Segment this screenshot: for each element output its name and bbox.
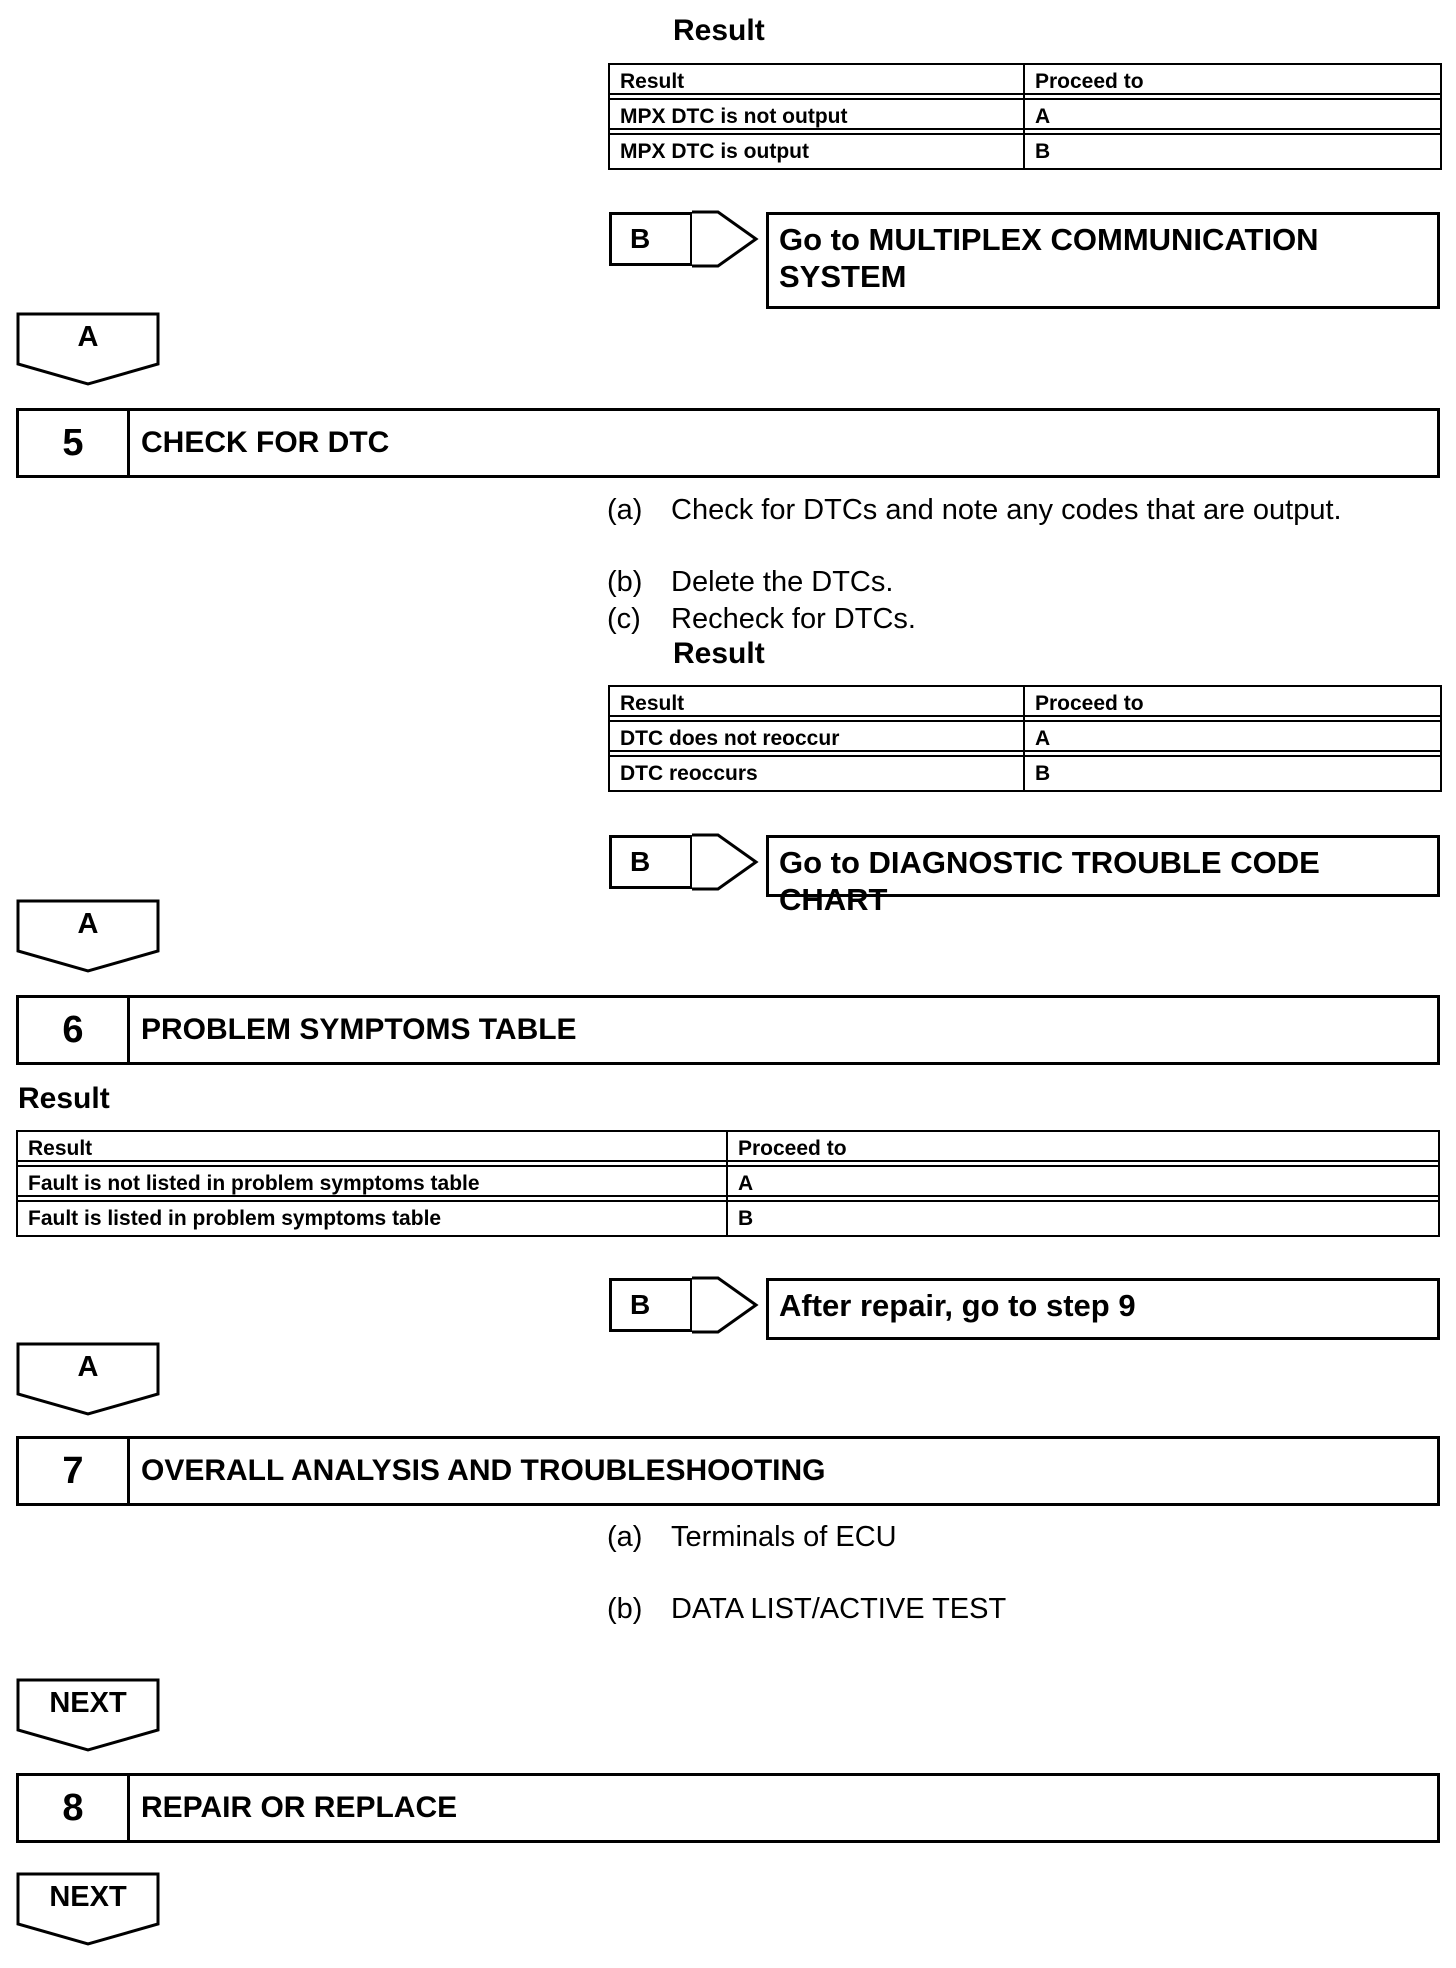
item-text: DATA LIST/ACTIVE TEST [671, 1593, 1007, 1625]
table-header-proceed: Proceed to [1024, 64, 1441, 99]
item-text: Recheck for DTCs. [671, 603, 916, 635]
table-row [609, 721, 1441, 756]
step-title: PROBLEM SYMPTOMS TABLE [141, 1013, 577, 1046]
table-cell: MPX DTC is not output [609, 99, 1024, 134]
item-label: (c) [607, 603, 641, 635]
item-label: (b) [607, 1593, 643, 1625]
item-label: (a) [607, 494, 643, 526]
table-row [609, 99, 1441, 134]
table-cell: A [1024, 99, 1441, 134]
table-header-row [609, 686, 1441, 721]
continue-a-tag[interactable] [16, 312, 160, 386]
procedure-item [607, 1592, 1006, 1626]
item-text: Check for DTCs and note any codes that are output. [671, 494, 1342, 526]
step-title: OVERALL ANALYSIS AND TROUBLESHOOTING [141, 1454, 826, 1487]
branch-label: B [630, 846, 651, 877]
table-row [17, 1166, 1439, 1201]
result-heading: Result [673, 637, 765, 670]
table-cell: A [1024, 721, 1441, 756]
step-6-header [16, 995, 1440, 1065]
continue-a-tag[interactable] [16, 899, 160, 973]
result-heading: Result [18, 1082, 110, 1115]
item-label: (a) [607, 1521, 643, 1553]
item-text: Terminals of ECU [671, 1521, 897, 1553]
goto-step-9-link[interactable]: After repair, go to step 9 [766, 1278, 1440, 1340]
table-header-row [17, 1131, 1439, 1166]
table-row [609, 134, 1441, 169]
table-cell: DTC reoccurs [609, 756, 1024, 791]
step-8-header [16, 1773, 1440, 1843]
step-number: 7 [19, 1439, 130, 1503]
procedure-item [607, 493, 1342, 527]
continue-label: NEXT [49, 1687, 127, 1719]
step-7-header [16, 1436, 1440, 1506]
table-header-proceed: Proceed to [1024, 686, 1441, 721]
branch-arrow-icon [690, 833, 760, 891]
table-cell: B [1024, 134, 1441, 169]
branch-label: B [630, 1289, 651, 1320]
branch-arrow-icon [690, 210, 760, 268]
table-row [17, 1201, 1439, 1236]
continue-label: A [77, 908, 99, 940]
table-cell: Fault is not listed in problem symptoms table [17, 1166, 727, 1201]
continue-label: A [77, 1351, 99, 1383]
procedure-item [607, 565, 893, 599]
table-header-result: Result [609, 64, 1024, 99]
step-number: 5 [19, 411, 130, 475]
step-number: 6 [19, 998, 130, 1062]
procedure-item [607, 1520, 897, 1554]
continue-label: NEXT [49, 1881, 127, 1913]
next-tag[interactable] [16, 1678, 160, 1752]
table-header-result: Result [17, 1131, 727, 1166]
branch-b-box[interactable] [609, 1278, 693, 1332]
result-table [608, 63, 1442, 170]
goto-multiplex-link[interactable]: Go to MULTIPLEX COMMUNICATION SYSTEM [766, 212, 1440, 309]
result-heading: Result [673, 14, 765, 47]
branch-arrow-icon [690, 1276, 760, 1334]
continue-label: A [77, 321, 99, 353]
branch-label: B [630, 223, 651, 254]
next-tag[interactable] [16, 1872, 160, 1946]
table-header-proceed: Proceed to [727, 1131, 1439, 1166]
result-table [608, 685, 1442, 792]
step-5-header [16, 408, 1440, 478]
table-cell: A [727, 1166, 1439, 1201]
goto-dtc-chart-link[interactable]: Go to DIAGNOSTIC TROUBLE CODE CHART [766, 835, 1440, 897]
step-title: CHECK FOR DTC [141, 426, 390, 459]
item-label: (b) [607, 566, 643, 598]
table-header-result: Result [609, 686, 1024, 721]
table-cell: Fault is listed in problem symptoms table [17, 1201, 727, 1236]
table-cell: B [727, 1201, 1439, 1236]
item-text: Delete the DTCs. [671, 566, 894, 598]
table-row [609, 756, 1441, 791]
result-table [16, 1130, 1440, 1237]
table-header-row [609, 64, 1441, 99]
branch-b-box[interactable] [609, 212, 693, 266]
continue-a-tag[interactable] [16, 1342, 160, 1416]
table-cell: DTC does not reoccur [609, 721, 1024, 756]
step-title: REPAIR OR REPLACE [141, 1791, 458, 1824]
step-number: 8 [19, 1776, 130, 1840]
table-cell: B [1024, 756, 1441, 791]
branch-b-box[interactable] [609, 835, 693, 889]
table-cell: MPX DTC is output [609, 134, 1024, 169]
procedure-item [607, 602, 916, 636]
